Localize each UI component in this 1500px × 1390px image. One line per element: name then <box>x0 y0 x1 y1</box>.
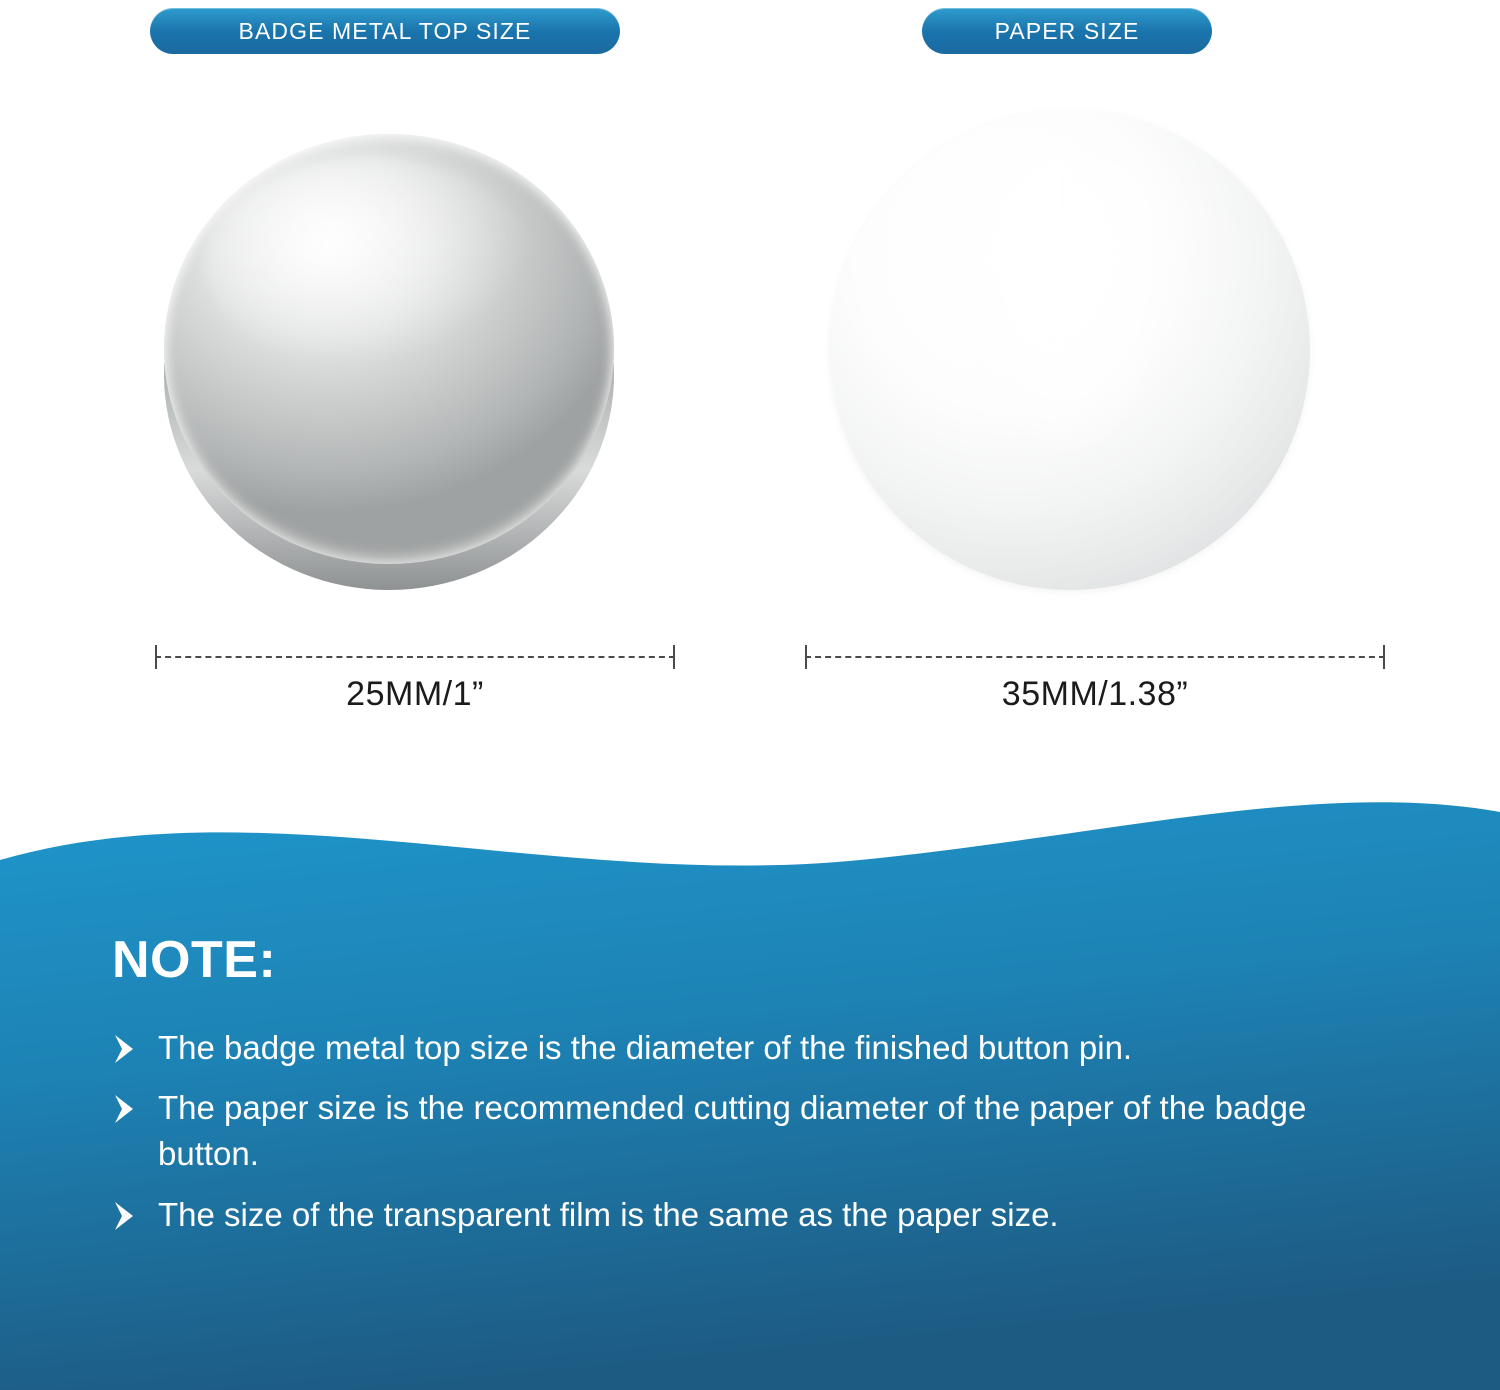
dimension-dashed-line <box>155 656 675 658</box>
panel-badge-metal-top <box>60 0 760 760</box>
dimension-dashed-line <box>805 656 1385 658</box>
label-badge-metal-top-size: BADGE METAL TOP SIZE <box>150 8 620 54</box>
dimension-cap-right <box>673 645 675 669</box>
dimension-label-metal: 25MM/1” <box>346 675 484 713</box>
dimension-label-paper: 35MM/1.38” <box>1001 675 1189 713</box>
note-panel <box>0 790 1500 1390</box>
dimension-line-metal <box>155 645 675 713</box>
paper-disc <box>830 110 1310 590</box>
note-item-text: The badge metal top size is the diameter of the finished button pin. <box>158 1029 1133 1066</box>
chevron-right-icon <box>112 1200 138 1236</box>
chevron-right-icon <box>112 1093 138 1129</box>
metal-disc-highlight <box>204 158 534 368</box>
note-list <box>112 1025 1402 1252</box>
panel-paper-size <box>760 0 1460 760</box>
note-content <box>0 790 1500 1390</box>
note-item-text: The paper size is the recommended cutting diameter of the paper of the badge button. <box>158 1089 1307 1173</box>
dimension-cap-right <box>1383 645 1385 669</box>
metal-disc <box>164 134 614 584</box>
note-item <box>112 1025 1402 1071</box>
note-item <box>112 1192 1402 1238</box>
dimension-cap-left <box>805 645 807 669</box>
note-item-text: The size of the transparent film is the same as the paper size. <box>158 1195 1059 1233</box>
note-item <box>112 1085 1402 1177</box>
paper-disc-highlight <box>950 150 1200 480</box>
dimension-cap-left <box>155 645 157 669</box>
chevron-right-icon <box>112 1033 138 1069</box>
note-title: NOTE: <box>112 931 277 989</box>
dimension-line-paper <box>805 645 1385 713</box>
label-paper-size: PAPER SIZE <box>922 8 1212 54</box>
